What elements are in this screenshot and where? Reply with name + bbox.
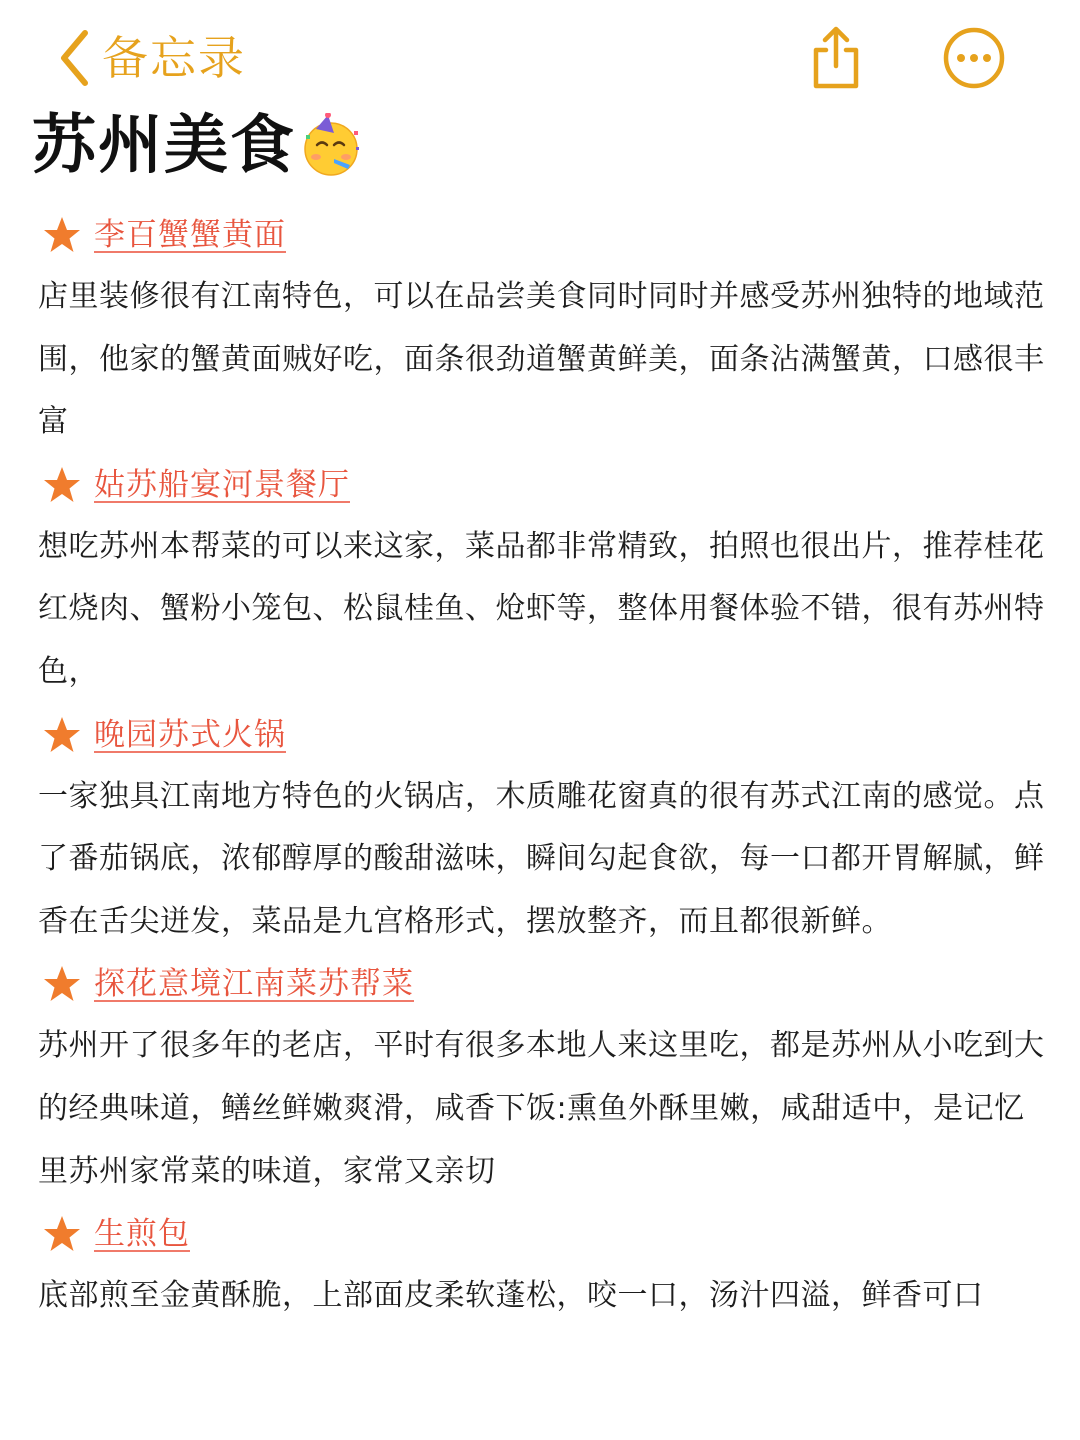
section-text: 苏州开了很多年的老店，平时有很多本地人来这里吃，都是苏州从小吃到大的经典味道，鳝丝鲜嫩爽滑，咸香下饭:熏鱼外酥里嫩，咸甜适中，是记忆里苏州家常菜的味道，家常又亲切 xyxy=(38,1028,1045,1189)
star-icon xyxy=(42,465,82,505)
back-label: 备忘录 xyxy=(102,31,246,85)
section-heading xyxy=(38,953,1048,1015)
star-icon xyxy=(42,215,82,255)
note-section xyxy=(38,204,1048,454)
more-button[interactable] xyxy=(942,26,1006,90)
note-body xyxy=(38,204,1048,1328)
section-text: 一家独具江南地方特色的火锅店，木质雕花窗真的很有苏式江南的感觉。点了番茄锅底，浓郁醇厚的酸甜滋味，瞬间勾起食欲，每一口都开胃解腻，鲜香在舌尖迸发，菜品是九宫格形式，摆放整齐，而且都很新鲜。 xyxy=(38,778,1045,939)
more-icon xyxy=(942,26,1006,90)
section-title-link[interactable]: 探花意境江南菜苏帮菜 xyxy=(94,966,414,1003)
note-title-row xyxy=(32,106,364,186)
star-icon xyxy=(42,1214,82,1254)
navigation-bar xyxy=(0,0,1080,110)
note-title: 苏州美食 xyxy=(32,109,296,183)
section-heading xyxy=(38,204,1048,266)
share-button[interactable] xyxy=(806,24,866,92)
section-title-link[interactable]: 晚园苏式火锅 xyxy=(94,716,286,753)
chevron-left-icon xyxy=(58,29,90,87)
section-text: 底部煎至金黄酥脆，上部面皮柔软蓬松，咬一口，汤汁四溢，鲜香可口 xyxy=(38,1278,984,1314)
note-section xyxy=(38,953,1048,1203)
note-section xyxy=(38,1203,1048,1328)
section-title-link[interactable]: 生煎包 xyxy=(94,1216,190,1253)
star-icon xyxy=(42,715,82,755)
section-text: 想吃苏州本帮菜的可以来这家，菜品都非常精致，拍照也很出片，推荐桂花红烧肉、蟹粉小笼包、松鼠桂鱼、炝虾等，整体用餐体验不错，很有苏州特色， xyxy=(38,528,1045,689)
note-section xyxy=(38,704,1048,954)
section-heading xyxy=(38,1203,1048,1265)
section-heading xyxy=(38,454,1048,516)
share-icon xyxy=(806,24,866,92)
partying-face-emoji xyxy=(298,113,364,179)
section-heading xyxy=(38,704,1048,766)
section-title-link[interactable]: 李百蟹蟹黄面 xyxy=(94,217,286,253)
back-button[interactable] xyxy=(58,26,246,90)
section-text: 店里装修很有江南特色，可以在品尝美食同时同时并感受苏州独特的地域范围，他家的蟹黄面贼好吃，面条很劲道蟹黄鲜美，面条沾满蟹黄，口感很丰富 xyxy=(38,279,1045,440)
note-section xyxy=(38,454,1048,704)
star-icon xyxy=(42,964,82,1004)
section-title-link[interactable]: 姑苏船宴河景餐厅 xyxy=(94,466,350,503)
